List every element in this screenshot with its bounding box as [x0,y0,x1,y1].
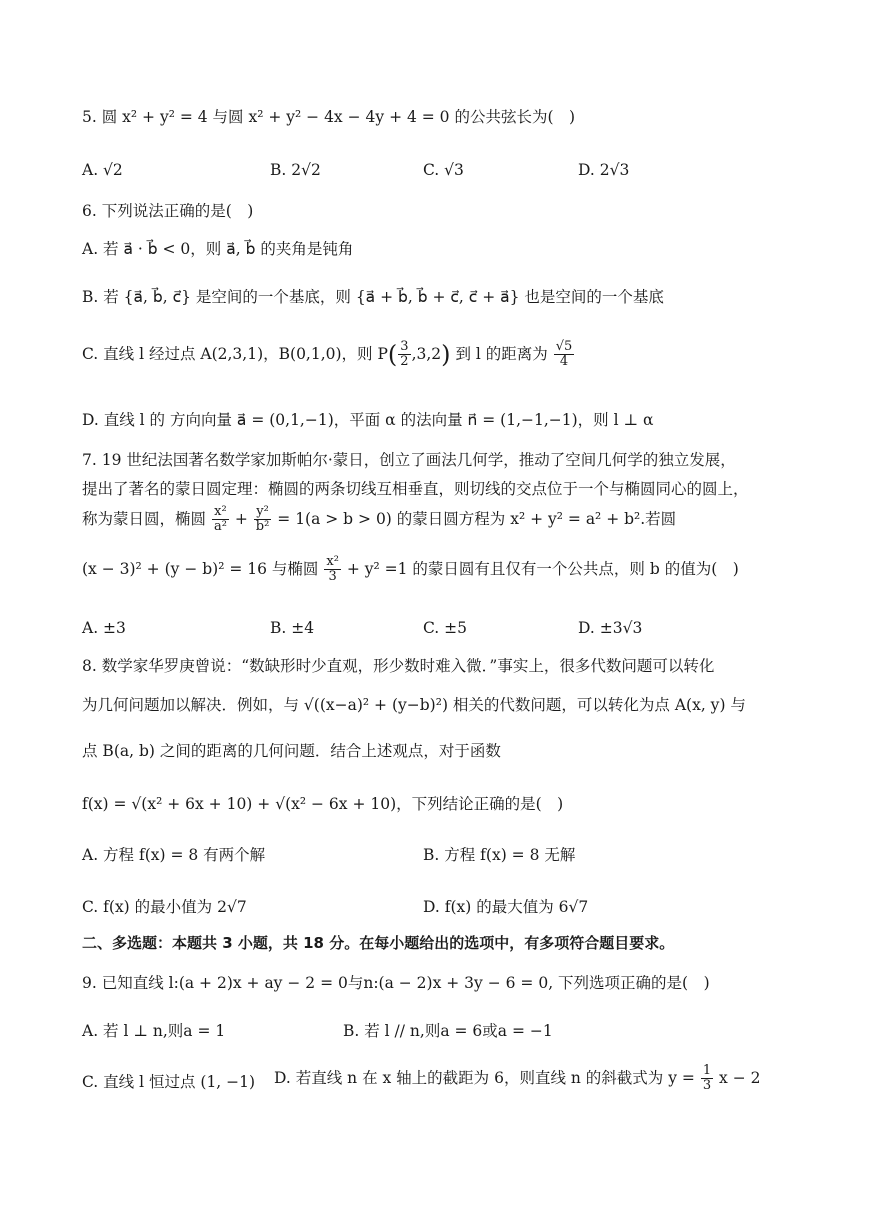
q8-option-d: D. f(x) 的最大值为 6√7 [423,898,589,916]
q8-option-b: B. 方程 f(x) = 8 无解 [423,846,576,864]
q7-line-2: 提出了著名的蒙日圆定理：椭圆的两条切线互相垂直，则切线的交点位于一个与椭圆同心的圆上， [82,480,749,498]
q7-line-4-prefix: (x − 3)² + (y − b)² = 16 与椭圆 [82,559,319,578]
q5-option-d: D. 2√3 [578,161,630,179]
q8-line-1: 8. 数学家华罗庚曾说：“数缺形时少直观，形少数时难入微．”事实上，很多代数问题可以转化 [82,657,715,675]
fraction-denominator: 3 [702,1078,712,1094]
q5-option-c: C. √3 [423,161,464,179]
q5-stem: 5. 圆 x² + y² = 4 与圆 x² + y² − 4x − 4y + 4 = 0 的公共弦长为( ) [82,108,576,126]
q8-option-a: A. 方程 f(x) = 8 有两个解 [82,846,266,864]
q6-option-d: D. 直线 l 的 方向向量 a⃗ = (0,1,−1)，平面 α 的法向量 n⃗ = (1,−1,−1)，则 l ⊥ α [82,411,654,429]
q7-line-1: 7. 19 世纪法国著名数学家加斯帕尔·蒙日，创立了画法几何学，推动了空间几何学的独立发展， [82,451,736,469]
q5-option-b: B. 2√2 [270,161,321,179]
q7-line-4-suffix: + y² =1 的蒙日圆有且仅有一个公共点，则 b 的值为( ) [346,559,739,578]
fraction-denominator: 2 [400,354,409,370]
q6-option-a: A. 若 a⃗ · b⃗ < 0，则 a⃗, b⃗ 的夹角是钝角 [82,240,354,258]
q6-option-c [82,340,575,370]
q8-line-3: 点 B(a, b) 之间的距离的几何问题．结合上述观点，对于函数 [82,742,501,760]
q9-stem: 9. 已知直线 l:(a + 2)x + ay − 2 = 0与n:(a − 2)x + 3y − 6 = 0, 下列选项正确的是( ) [82,974,710,992]
q6-stem: 6. 下列说法正确的是( ) [82,202,254,220]
q6-c-middle: 到 l 的距离为 [455,344,548,363]
q6-c-coords: ,3,2 [411,344,442,363]
left-paren: ( [387,340,398,369]
q8-line-2: 为几何问题加以解决．例如，与 √((x−a)² + (y−b)²) 相关的代数问题，可以转化为点 A(x, y) 与 [82,696,746,714]
q9-option-c: C. 直线 l 恒过点 (1, −1) [82,1073,256,1091]
q7-option-a: A. ±3 [82,619,126,637]
fraction-numerator: 3 [400,339,409,354]
q9-option-b: B. 若 l // n,则a = 6或a = −1 [343,1022,553,1040]
q5-option-a: A. √2 [82,161,123,179]
fraction-denominator: 3 [328,569,337,585]
q9-option-a: A. 若 l ⊥ n,则a = 1 [82,1022,226,1040]
q6-c-answer-fraction [554,340,575,370]
q7-option-b: B. ±4 [270,619,315,637]
q7-line-4 [82,555,739,585]
q7-fraction-x2-a2 [212,505,229,535]
q6-option-b: B. 若 {a⃗, b⃗, c⃗} 是空间的一个基底，则 {a⃗ + b⃗, b⃗ + c⃗, c⃗ + a⃗} 也是空间的一个基底 [82,288,664,306]
q9-option-d [274,1064,761,1094]
section-2-heading: 二、多选题：本题共 3 小题，共 18 分。在每小题给出的选项中，有多项符合题目要求。 [82,934,675,952]
plus-sign: + [234,509,248,528]
right-paren: ) [441,340,451,369]
q7-fraction-x2-3 [324,555,341,585]
q8-option-c: C. f(x) 的最小值为 2√7 [82,898,247,916]
fraction-numerator: y² [256,504,269,519]
fraction-denominator: b² [255,519,270,535]
q7-line-3-suffix: = 1(a > b > 0) 的蒙日圆方程为 x² + y² = a² + b².若圆 [277,509,677,528]
q7-option-c: C. ±5 [423,619,468,637]
q9-d-prefix: D. 若直线 n 在 x 轴上的截距为 6，则直线 n 的斜截式为 y = [274,1068,695,1087]
q6-c-prefix: C. 直线 l 经过点 A(2,3,1)，B(0,1,0)，则 P [82,344,388,363]
q7-line-3-prefix: 称为蒙日圆，椭圆 [82,509,207,528]
fraction-numerator: x² [326,554,339,569]
fraction-numerator: x² [214,504,227,519]
q9-d-suffix: x − 2 [719,1068,761,1087]
fraction-denominator: 4 [559,354,569,370]
fraction-numerator: 1 [702,1063,712,1078]
fraction-numerator: √5 [555,339,573,354]
q7-fraction-y2-b2 [254,505,272,535]
fraction-denominator: a² [213,519,227,535]
q9-d-fraction [701,1064,713,1094]
q7-line-3 [82,505,676,535]
q6-c-fraction [398,340,410,370]
q7-option-d: D. ±3√3 [578,619,643,637]
q8-line-4: f(x) = √(x² + 6x + 10) + √(x² − 6x + 10)，下列结论正确的是( ) [82,795,564,813]
